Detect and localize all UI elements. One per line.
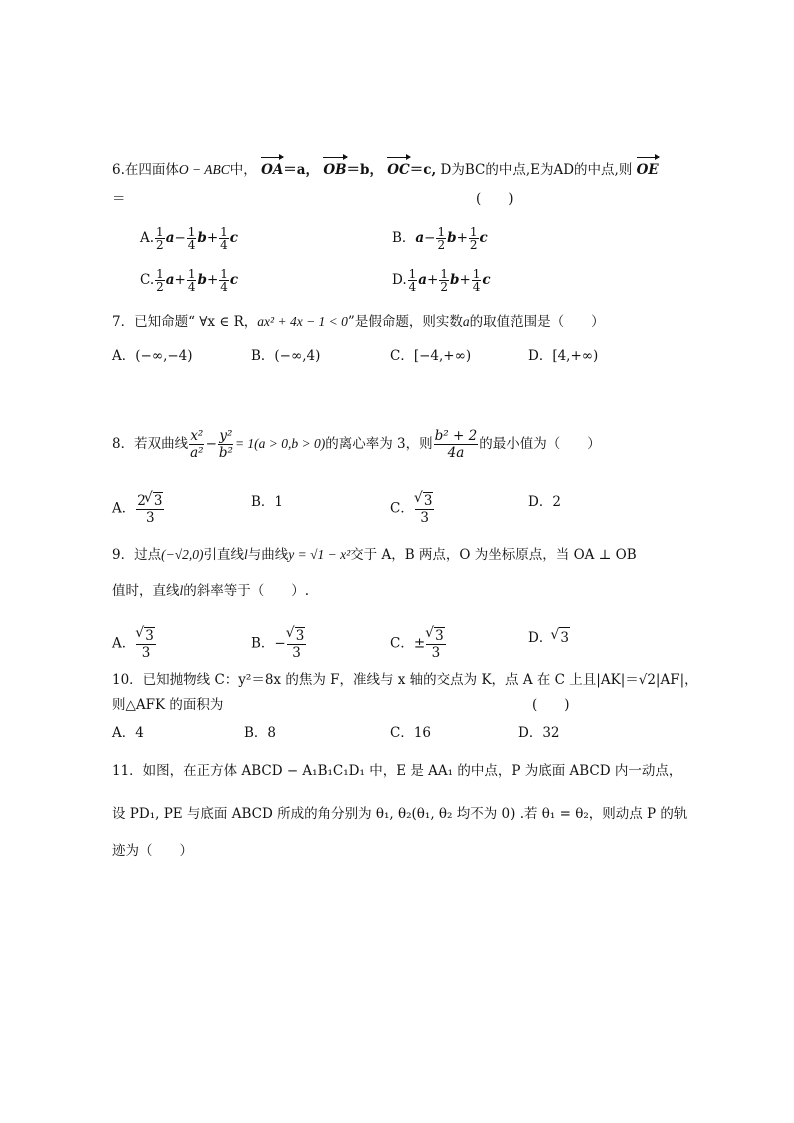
q6-answer-paren: ( ) [476, 191, 514, 207]
q6-option-d[interactable]: D. $\frac{1}{4}$ a+ $\frac{1}{2}$ b+ $\frac{1}{4}$ c [392, 267, 491, 294]
q7-option-a[interactable]: A．(−∞,−4) [112, 348, 193, 364]
q6-equals: ＝ [112, 191, 126, 207]
q11-stem-line2: 设 PD₁, PE 与底面 ABCD 所成的角分别为 θ₁, θ₂(θ₁, θ₂ 均不为 0) .若 θ₁ = θ₂，则动点 P 的轨 [112, 806, 688, 822]
q9-option-c[interactable]: C．± √ $\frac{3}{3}$ [390, 627, 447, 661]
q10-stem-line2: 则△AFK 的面积为 [112, 697, 224, 713]
q9-stem-line2: 值时，直线l的斜率等于（ ）. [112, 583, 310, 599]
q10-option-c[interactable]: C．16 [390, 725, 432, 741]
q6-stem: 6.在四面体O − ABC中， OA＝a， OB＝b， OC＝c, D为BC的中点,E为AD的中点,则 OE [112, 162, 659, 178]
q10-stem-line1: 10．已知抛物线 C：y²＝8x 的焦为 F，准线与 x 轴的交点为 K，点 A 在 C 上且|AK|＝√2|AF|， [112, 672, 698, 688]
q6-option-c[interactable]: C. $\frac{1}{2}$ a+ $\frac{1}{4}$ b+ $\frac{1}{4}$ c [140, 267, 239, 294]
q11-stem-line1: 11．如图，在正方体 ABCD − A₁B₁C₁D₁ 中，E 是 AA₁ 的中点，P 为底面 ABCD 内一动点， [112, 763, 683, 779]
q8-option-c[interactable]: C． √ $\frac{3}{3}$ [390, 492, 435, 526]
q8-option-d[interactable]: D．2 [528, 494, 561, 510]
q9-option-a[interactable]: A． √ $\frac{3}{3}$ [112, 627, 157, 661]
q7-option-d[interactable]: D．[4,+∞) [528, 348, 599, 364]
q6-option-b[interactable]: B．a− $\frac{1}{2}$ b+ $\frac{1}{2}$ c [392, 225, 488, 252]
vector-ob: OB [323, 162, 347, 178]
q11-stem-line3: 迹为（ ） [112, 843, 193, 859]
q9-option-d[interactable]: D．√ 3 [528, 627, 570, 648]
vector-oa: OA [261, 162, 284, 178]
q10-option-d[interactable]: D．32 [518, 725, 560, 741]
q7-stem: 7．已知命题“ ∀x ∈ R，ax² + 4x − 1 < 0”是假命题，则实数a的取值范围是（ ） [112, 314, 605, 330]
q7-option-b[interactable]: B．(−∞,4) [251, 348, 321, 364]
vector-oe: OE [636, 162, 659, 178]
q9-stem-line1: 9．过点(−√2,0)引直线l与曲线y = √1 − x²交于 A，B 两点，O 为坐标原点，当 OA ⊥ OB [112, 547, 637, 563]
q8-option-a[interactable]: A． $\frac{2√ 3}{3}$ [112, 492, 165, 526]
q6-option-a[interactable]: A. $\frac{1}{2}$ a− $\frac{1}{4}$ b+ $\frac{1}{4}$ c [140, 225, 239, 252]
q8-stem: 8．若双曲线 $\frac{\text{x²}}{\text{a²}}$ − $\frac{\text{y²}}{\text{b²}}$ = 1(a > 0,b > 0)的离心率为 3，则 $\frac{\text{b² + 2}}{4a}$ 的最小值为（ ） [112, 428, 601, 461]
q10-option-a[interactable]: A．4 [112, 725, 144, 741]
q10-answer-paren: ( ) [532, 697, 570, 713]
q9-option-b[interactable]: B．− √ $\frac{3}{3}$ [251, 627, 307, 661]
q7-option-c[interactable]: C．[−4,+∞) [390, 348, 472, 364]
q8-option-b[interactable]: B．1 [251, 494, 284, 510]
q10-option-b[interactable]: B．8 [244, 725, 277, 741]
vector-oc: OC [387, 162, 410, 178]
